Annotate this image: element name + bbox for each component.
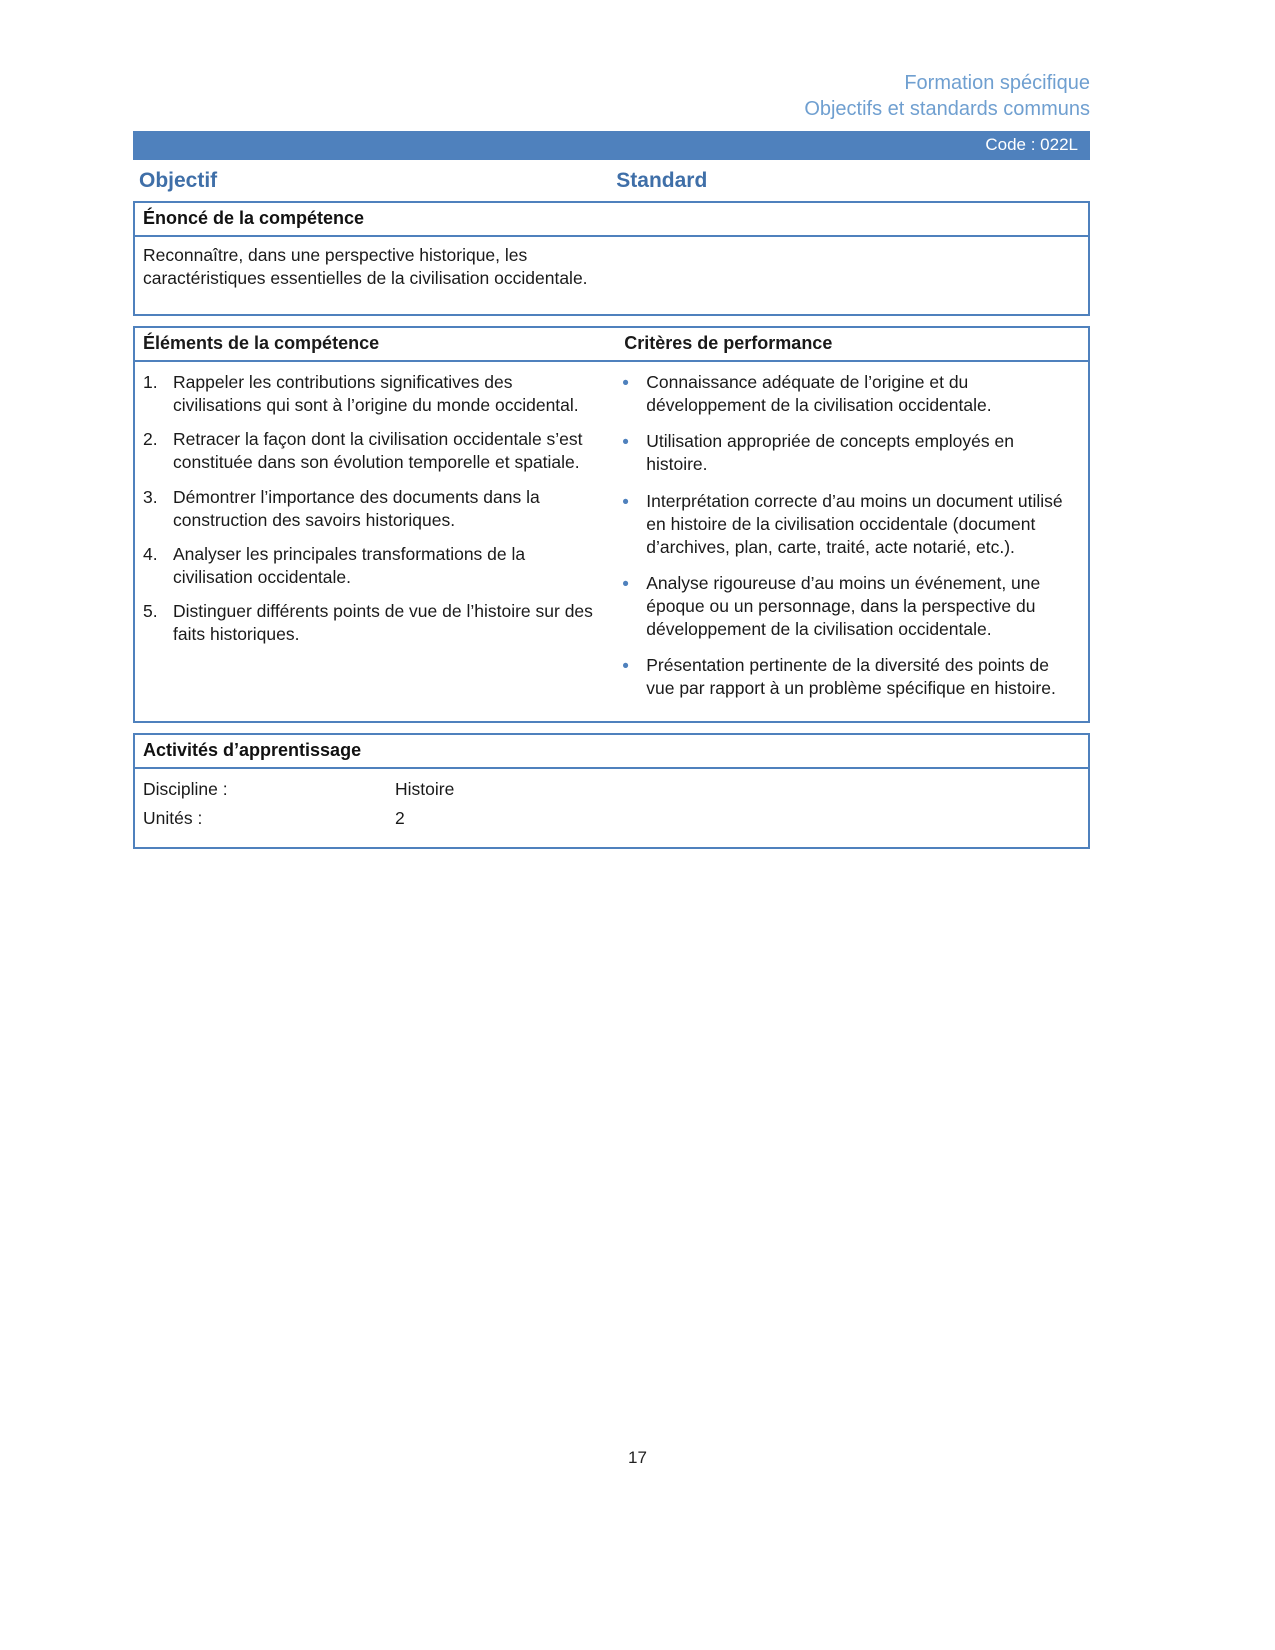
- item-number: 3.: [143, 486, 158, 507]
- header-line-1: Formation spécifique: [904, 72, 1090, 94]
- item-text: Analyse rigoureuse d’au moins un événement, une époque ou un personnage, dans la perspective du développement de la civilisation occidentale.: [646, 572, 1041, 640]
- item-number: 1.: [143, 372, 158, 393]
- list-item: [143, 371, 602, 417]
- objectif-title: Objectif: [139, 169, 218, 192]
- bullet-icon: [616, 371, 646, 417]
- item-text: Interprétation correcte d’au moins un document utilisé en histoire de la civilisation occidentale (document d’archives, plan, carte, traité, acte notarié, etc.).: [646, 490, 1063, 557]
- item-text: Démontrer l’importance des documents dans la construction des savoirs historiques.: [173, 486, 540, 530]
- item-number: 5.: [143, 600, 158, 621]
- document-page: [133, 0, 1090, 859]
- item-text: Présentation pertinente de la diversité des points de vue par rapport à un problème spécifique en histoire.: [646, 655, 1056, 699]
- item-text: Rappeler les contributions significatives des civilisations qui sont à l’origine du monde occidental.: [173, 372, 579, 416]
- list-item: [143, 600, 602, 646]
- code-label: Code : 022L: [985, 135, 1078, 154]
- item-text: Retracer la façon dont la civilisation occidentale s’est constituée dans son évolution temporelle et spatiale.: [173, 429, 583, 473]
- item-text: Utilisation appropriée de concepts employés en histoire.: [646, 431, 1014, 475]
- header-line-2: Objectifs et standards communs: [804, 98, 1090, 120]
- list-item: [616, 490, 1078, 559]
- elements-criteres-header: [135, 328, 1088, 362]
- enonce-section: [133, 201, 1090, 316]
- item-text: Distinguer différents points de vue de l’histoire sur des faits historiques.: [173, 600, 593, 645]
- column-titles: [133, 169, 1090, 193]
- bullet-icon: [616, 430, 646, 476]
- list-item: [616, 371, 1078, 417]
- criteres-list: [616, 366, 1088, 713]
- row-value: 2: [395, 808, 405, 829]
- standard-title: Standard: [616, 169, 708, 192]
- enonce-text: Reconnaître, dans une perspective historique, les caractéristiques essentielles de la civilisation occidentale.: [143, 245, 588, 289]
- document-header: [133, 70, 1090, 122]
- list-item: [616, 430, 1078, 476]
- elements-criteres-body: [135, 362, 1088, 721]
- list-item: [616, 654, 1078, 700]
- item-text: Connaissance adéquate de l’origine et du développement de la civilisation occidentale.: [646, 372, 992, 416]
- bullet-icon: [616, 654, 646, 700]
- elements-criteres-section: [133, 326, 1090, 723]
- bullet-icon: [616, 572, 646, 641]
- code-bar: [133, 131, 1090, 160]
- list-item: [143, 543, 602, 589]
- activites-body: [135, 769, 1088, 846]
- activites-section: [133, 733, 1090, 848]
- row-label: Discipline :: [143, 779, 228, 800]
- list-item: [143, 486, 602, 532]
- activites-row: [143, 807, 1080, 830]
- list-item: [143, 428, 602, 474]
- row-label: Unités :: [143, 808, 203, 829]
- elements-title: Éléments de la compétence: [143, 333, 380, 354]
- enonce-section-title: Énoncé de la compétence: [135, 203, 1088, 237]
- bullet-icon: [616, 490, 646, 559]
- criteres-title: Critères de performance: [624, 333, 833, 354]
- item-text: Analyser les principales transformations de la civilisation occidentale.: [173, 543, 526, 587]
- page-number: 17: [628, 1448, 647, 1467]
- item-number: 4.: [143, 543, 158, 564]
- activites-title: Activités d’apprentissage: [135, 735, 1088, 769]
- activites-row: [143, 778, 1080, 801]
- list-item: [616, 572, 1078, 641]
- elements-list: [135, 366, 616, 713]
- item-number: 2.: [143, 429, 158, 450]
- enonce-section-body: [135, 237, 1088, 314]
- row-value: Histoire: [395, 779, 455, 800]
